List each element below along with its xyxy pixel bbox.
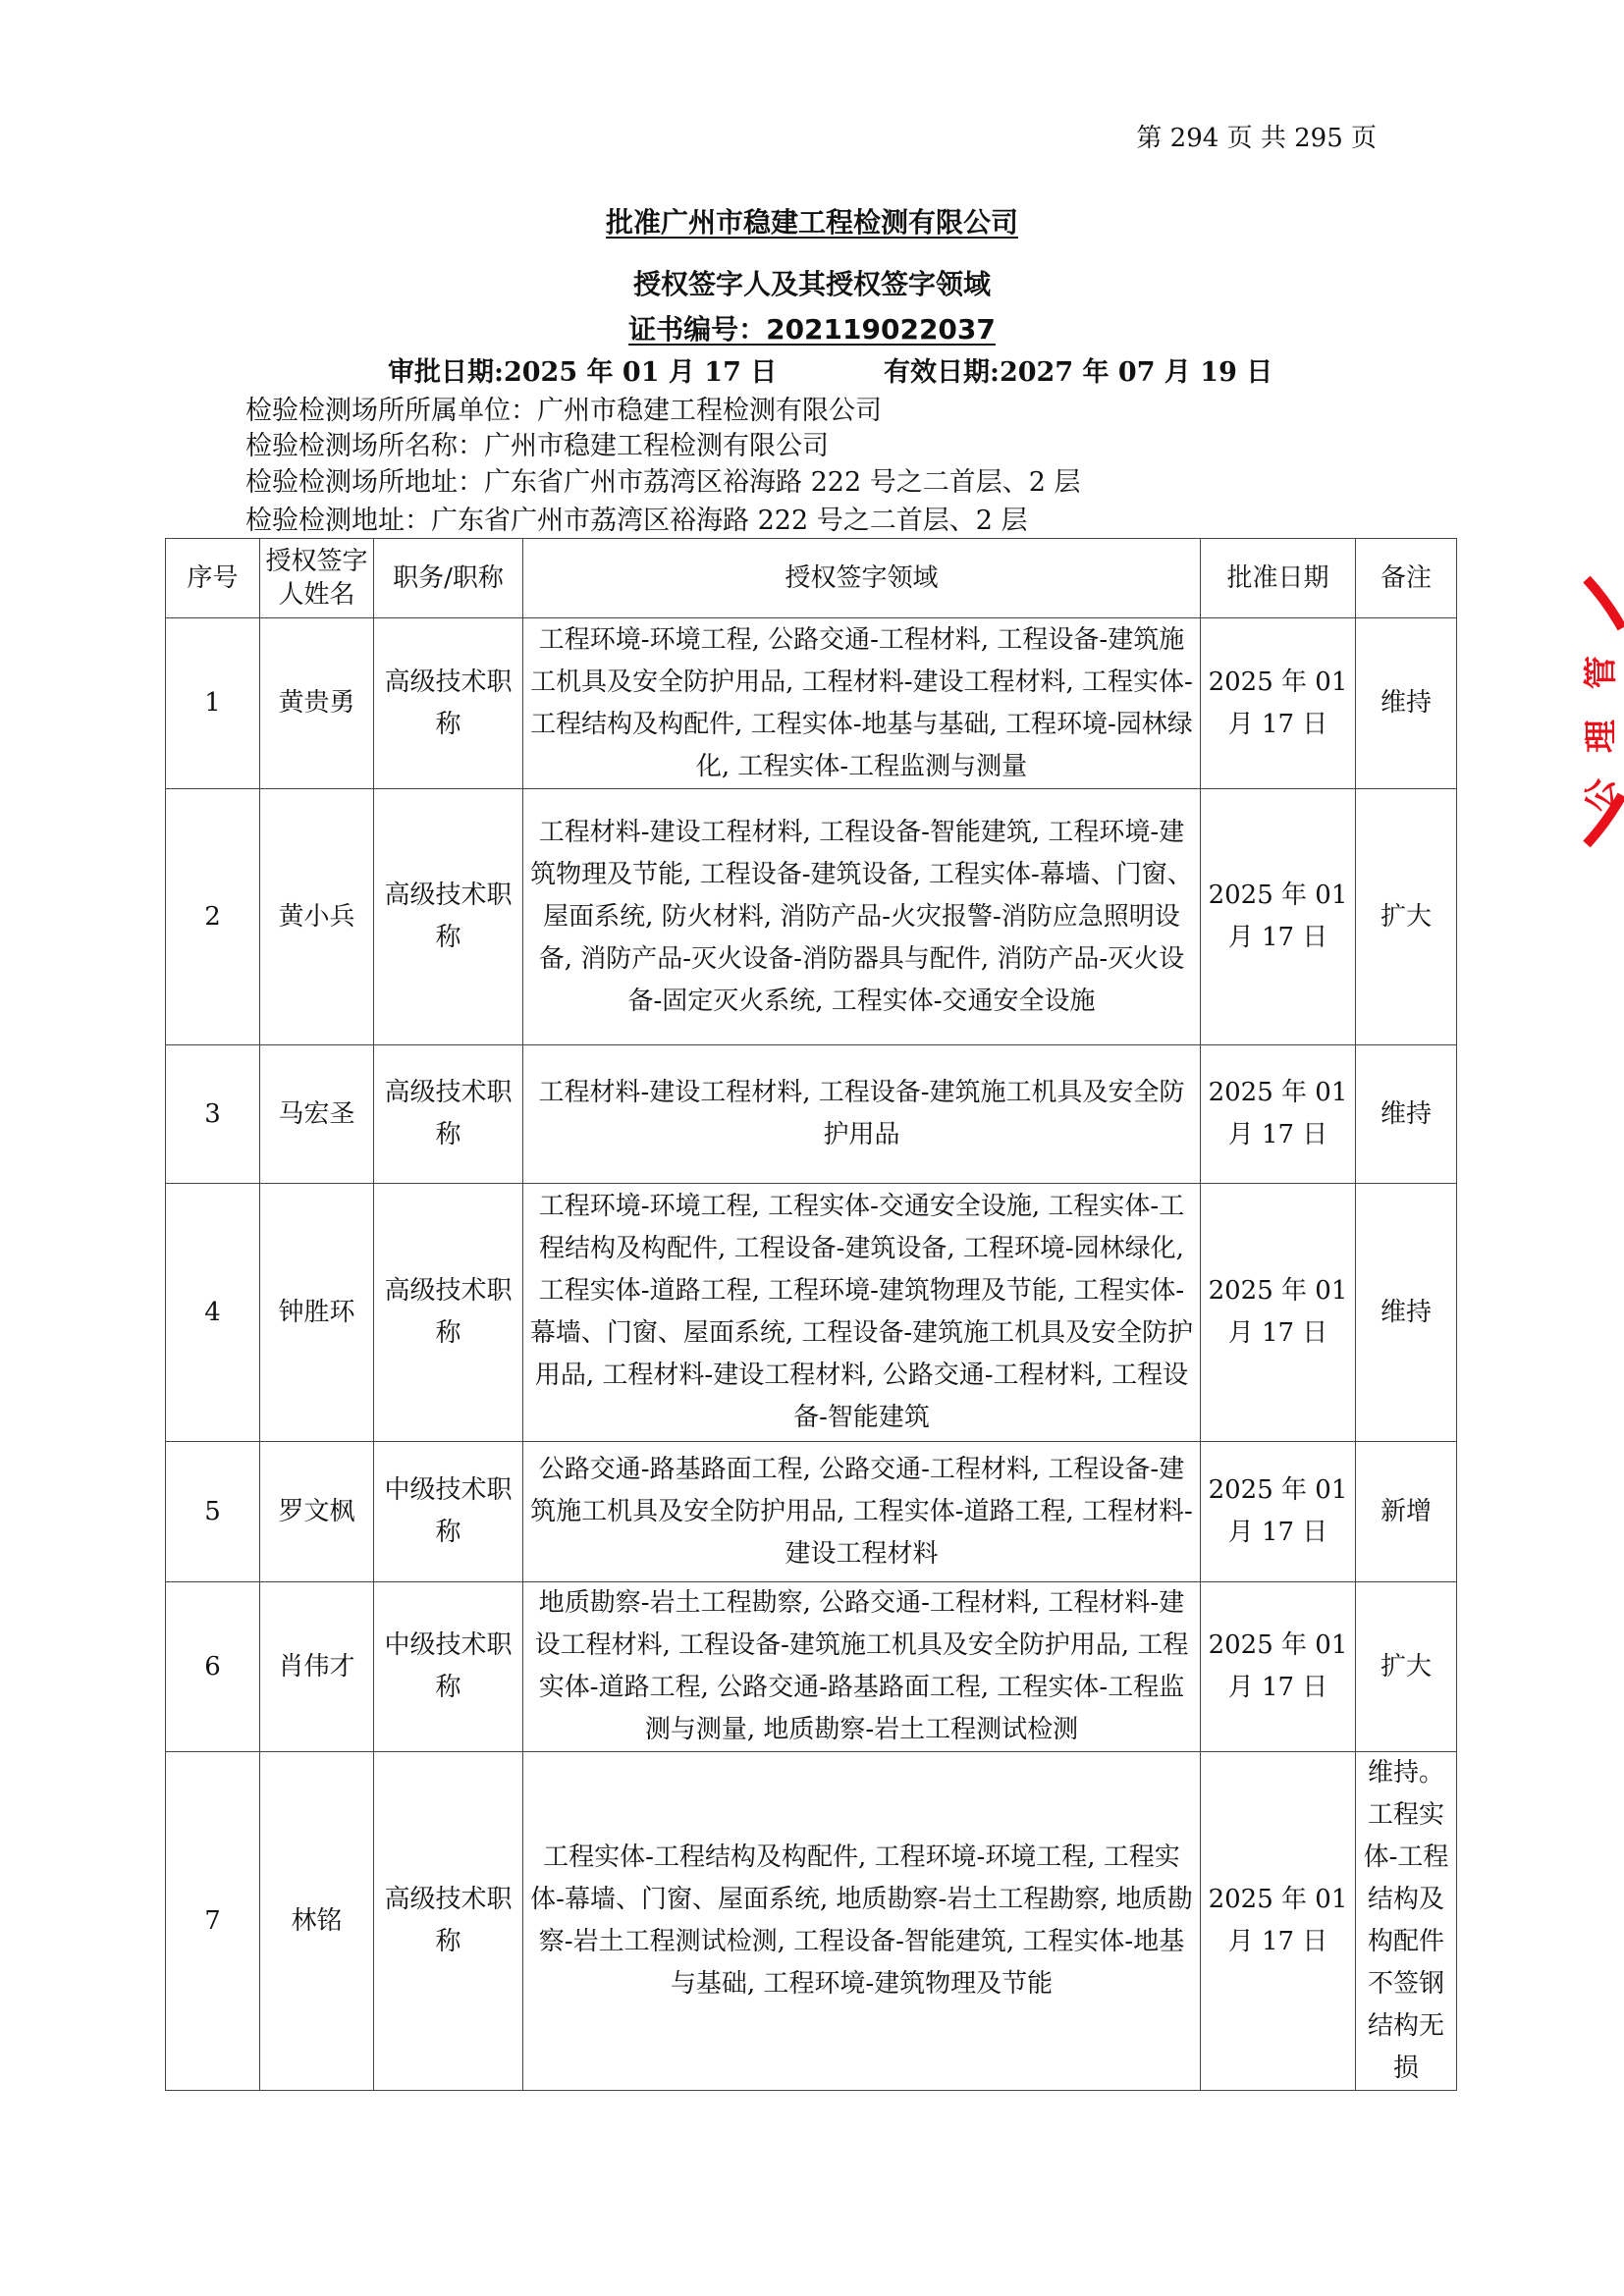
- cell-note: 维持。工程实体-工程结构及构配件不签钢结构无损: [1356, 1752, 1457, 2091]
- cell-name: 罗文枫: [260, 1442, 374, 1582]
- cell-title: 高级技术职称: [374, 618, 523, 789]
- svg-text:公: 公: [1582, 778, 1621, 812]
- cell-scope: 工程环境-环境工程, 公路交通-工程材料, 工程设备-建筑施工机具及安全防护用品, 工程材料-建设工程材料, 工程实体-工程结构及构配件, 工程实体-地基与基础, 工程环境-园林绿化, 工程实体-工程监测与测量: [523, 618, 1201, 789]
- cell-scope: 工程环境-环境工程, 工程实体-交通安全设施, 工程实体-工程结构及构配件, 工程设备-建筑设备, 工程环境-园林绿化, 工程实体-道路工程, 工程环境-建筑物理及节能, 工程实体-幕墙、门窗、屋面系统, 工程设备-建筑施工机具及安全防护用品, 工程材料-建设工程材料, 公路交通-工程材料, 工程设备-智能建筑: [523, 1184, 1201, 1442]
- cell-date: 2025 年 01 月 17 日: [1201, 789, 1356, 1045]
- official-seal-stamp: [1551, 550, 1624, 864]
- cell-name: 林铭: [260, 1752, 374, 2091]
- approval-date: 审批日期:2025 年 01 月 17 日: [388, 357, 778, 388]
- cell-date: 2025 年 01 月 17 日: [1201, 1442, 1356, 1582]
- document-title: 批准广州市稳建工程检测有限公司: [605, 206, 1018, 239]
- valid-date: 有效日期:2027 年 07 月 19 日: [884, 357, 1273, 388]
- cell-date: 2025 年 01 月 17 日: [1201, 1582, 1356, 1752]
- cell-no: 3: [166, 1045, 260, 1184]
- cell-title: 高级技术职称: [374, 1045, 523, 1184]
- cell-date: 2025 年 01 月 17 日: [1201, 1752, 1356, 2091]
- cell-no: 1: [166, 618, 260, 789]
- cell-date: 2025 年 01 月 17 日: [1201, 1045, 1356, 1184]
- cell-note: 维持: [1356, 618, 1457, 789]
- cell-no: 2: [166, 789, 260, 1045]
- cell-title: 中级技术职称: [374, 1442, 523, 1582]
- cell-scope: 地质勘察-岩土工程勘察, 公路交通-工程材料, 工程材料-建设工程材料, 工程设备-建筑施工机具及安全防护用品, 工程实体-道路工程, 公路交通-路基路面工程, 工程实体-工程监测与测量, 地质勘察-岩土工程测试检测: [523, 1582, 1201, 1752]
- cell-note: 维持: [1356, 1184, 1457, 1442]
- signatory-table: [165, 538, 1457, 2091]
- header-note: 备注: [1356, 539, 1457, 618]
- table-row: [166, 789, 1457, 1045]
- cell-scope: 公路交通-路基路面工程, 公路交通-工程材料, 工程设备-建筑施工机具及安全防护用品, 工程实体-道路工程, 工程材料-建设工程材料: [523, 1442, 1201, 1582]
- cell-title: 中级技术职称: [374, 1582, 523, 1752]
- cell-no: 4: [166, 1184, 260, 1442]
- cell-name: 肖伟才: [260, 1582, 374, 1752]
- cell-note: 新增: [1356, 1442, 1457, 1582]
- svg-text:理: 理: [1582, 720, 1621, 753]
- document-subtitle: 授权签字人及其授权签字领域: [632, 268, 991, 300]
- cell-name: 马宏圣: [260, 1045, 374, 1184]
- table-row: [166, 1582, 1457, 1752]
- cell-name: 黄贵勇: [260, 618, 374, 789]
- info-line-test-address: 检验检测地址：广东省广州市荔湾区裕海路 222 号之二首层、2 层: [245, 506, 1028, 536]
- cell-no: 5: [166, 1442, 260, 1582]
- header-no: 序号: [166, 539, 260, 618]
- cell-note: 扩大: [1356, 789, 1457, 1045]
- page-number: 第 294 页 共 295 页: [1136, 124, 1377, 153]
- cell-name: 黄小兵: [260, 789, 374, 1045]
- table-row: [166, 1184, 1457, 1442]
- header-name: 授权签字人姓名: [260, 539, 374, 618]
- cell-note: 维持: [1356, 1045, 1457, 1184]
- cell-no: 6: [166, 1582, 260, 1752]
- info-line-name: 检验检测场所名称：广州市稳建工程检测有限公司: [245, 431, 829, 461]
- cell-scope: 工程实体-工程结构及构配件, 工程环境-环境工程, 工程实体-幕墙、门窗、屋面系统, 地质勘察-岩土工程勘察, 地质勘察-岩土工程测试检测, 工程设备-智能建筑, 工程实体-地基与基础, 工程环境-建筑物理及节能: [523, 1752, 1201, 2091]
- cell-title: 高级技术职称: [374, 1752, 523, 2091]
- table-row: [166, 1045, 1457, 1184]
- header-date: 批准日期: [1201, 539, 1356, 618]
- cell-date: 2025 年 01 月 17 日: [1201, 618, 1356, 789]
- table-row: [166, 1752, 1457, 2091]
- certificate-number: 证书编号：202119022037: [628, 313, 996, 346]
- cell-no: 7: [166, 1752, 260, 2091]
- cell-title: 高级技术职称: [374, 1184, 523, 1442]
- cell-title: 高级技术职称: [374, 789, 523, 1045]
- info-line-site-address: 检验检测场所地址：广东省广州市荔湾区裕海路 222 号之二首层、2 层: [245, 467, 1081, 498]
- table-row: [166, 618, 1457, 789]
- header-title: 职务/职称: [374, 539, 523, 618]
- svg-text:管: 管: [1582, 656, 1621, 689]
- header-scope: 授权签字领域: [523, 539, 1201, 618]
- table-row: [166, 1442, 1457, 1582]
- table-header-row: [166, 539, 1457, 618]
- cell-date: 2025 年 01 月 17 日: [1201, 1184, 1356, 1442]
- cell-scope: 工程材料-建设工程材料, 工程设备-建筑施工机具及安全防护用品: [523, 1045, 1201, 1184]
- info-line-unit: 检验检测场所所属单位：广州市稳建工程检测有限公司: [245, 396, 882, 426]
- cell-scope: 工程材料-建设工程材料, 工程设备-智能建筑, 工程环境-建筑物理及节能, 工程设备-建筑设备, 工程实体-幕墙、门窗、屋面系统, 防火材料, 消防产品-火灾报警-消防应急照明设备, 消防产品-灭火设备-消防器具与配件, 消防产品-灭火设备-固定灭火系统, 工程实体-交通安全设施: [523, 789, 1201, 1045]
- cell-note: 扩大: [1356, 1582, 1457, 1752]
- cell-name: 钟胜环: [260, 1184, 374, 1442]
